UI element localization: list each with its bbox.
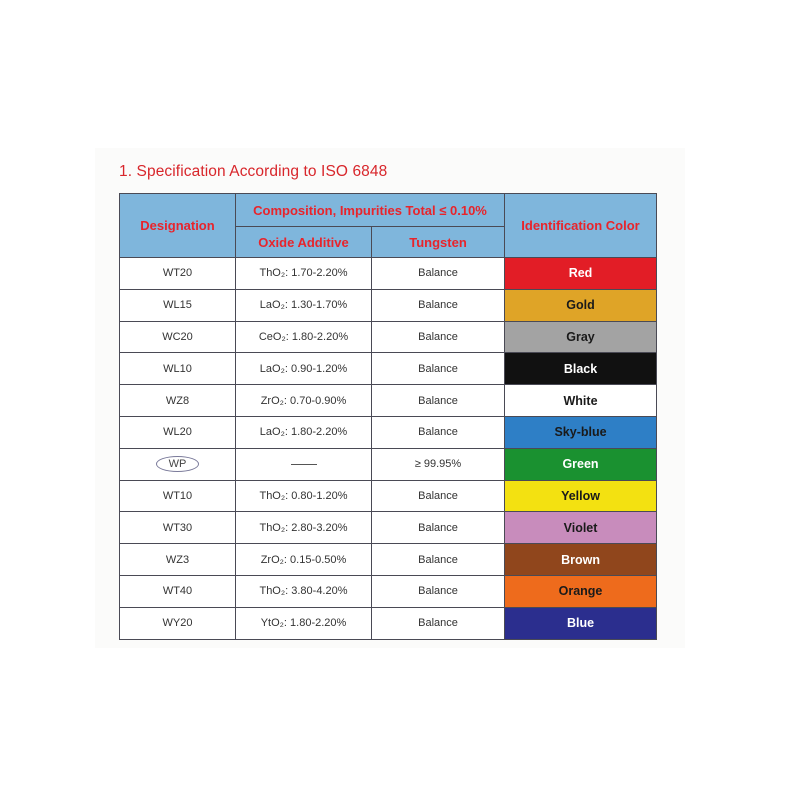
header-composition: Composition, Impurities Total ≤ 0.10% [236,194,505,227]
identification-color-cell: Green [505,448,657,480]
designation-cell: WZ8 [120,385,236,417]
identification-color-cell: Red [505,258,657,290]
oxide-additive-cell: LaO₂: 0.90-1.20% [236,353,372,385]
table-row [120,512,657,544]
designation-circled: WP [156,456,200,472]
table-row [120,575,657,607]
header-designation: Designation [120,194,236,258]
table-row [120,353,657,385]
designation-cell: WC20 [120,321,236,353]
header-identification-color: Identification Color [505,194,657,258]
tungsten-cell: Balance [372,512,505,544]
identification-color-cell: Yellow [505,480,657,512]
table-row [120,385,657,417]
designation-cell: WY20 [120,607,236,639]
identification-color-cell: Orange [505,575,657,607]
designation-cell: WL15 [120,289,236,321]
oxide-additive-cell: ThO₂: 2.80-3.20% [236,512,372,544]
header-oxide-additive: Oxide Additive [236,227,372,258]
table-row [120,544,657,576]
oxide-additive-cell: ThO₂: 3.80-4.20% [236,575,372,607]
specification-table [119,193,657,640]
tungsten-cell: Balance [372,416,505,448]
identification-color-cell: Gray [505,321,657,353]
identification-color-cell: Gold [505,289,657,321]
table-row [120,480,657,512]
identification-color-cell: Violet [505,512,657,544]
oxide-additive-cell: LaO₂: 1.80-2.20% [236,416,372,448]
designation-cell: WT20 [120,258,236,290]
empty-dash [291,464,317,465]
header-tungsten: Tungsten [372,227,505,258]
identification-color-cell: White [505,385,657,417]
designation-cell: WZ3 [120,544,236,576]
designation-cell [120,448,236,480]
oxide-additive-cell: ZrO₂: 0.15-0.50% [236,544,372,576]
oxide-additive-cell: ThO₂: 0.80-1.20% [236,480,372,512]
identification-color-cell: Black [505,353,657,385]
oxide-additive-cell: ThO₂: 1.70-2.20% [236,258,372,290]
tungsten-cell: Balance [372,575,505,607]
tungsten-cell: Balance [372,353,505,385]
tungsten-cell: Balance [372,385,505,417]
identification-color-cell: Brown [505,544,657,576]
designation-cell: WL20 [120,416,236,448]
tungsten-cell: Balance [372,321,505,353]
table-row [120,448,657,480]
tungsten-cell: Balance [372,607,505,639]
page-title: 1. Specification According to ISO 6848 [119,163,388,180]
identification-color-cell: Blue [505,607,657,639]
designation-cell: WL10 [120,353,236,385]
tungsten-cell: Balance [372,544,505,576]
designation-cell: WT10 [120,480,236,512]
identification-color-cell: Sky-blue [505,416,657,448]
oxide-additive-cell: YtO₂: 1.80-2.20% [236,607,372,639]
oxide-additive-cell: CeO₂: 1.80-2.20% [236,321,372,353]
table-row [120,321,657,353]
table-row [120,416,657,448]
table-row [120,607,657,639]
designation-cell: WT30 [120,512,236,544]
oxide-additive-cell [236,448,372,480]
oxide-additive-cell: ZrO₂: 0.70-0.90% [236,385,372,417]
tungsten-cell: ≥ 99.95% [372,448,505,480]
table-row [120,258,657,290]
tungsten-cell: Balance [372,480,505,512]
oxide-additive-cell: LaO₂: 1.30-1.70% [236,289,372,321]
designation-cell: WT40 [120,575,236,607]
tungsten-cell: Balance [372,289,505,321]
tungsten-cell: Balance [372,258,505,290]
table-row [120,289,657,321]
